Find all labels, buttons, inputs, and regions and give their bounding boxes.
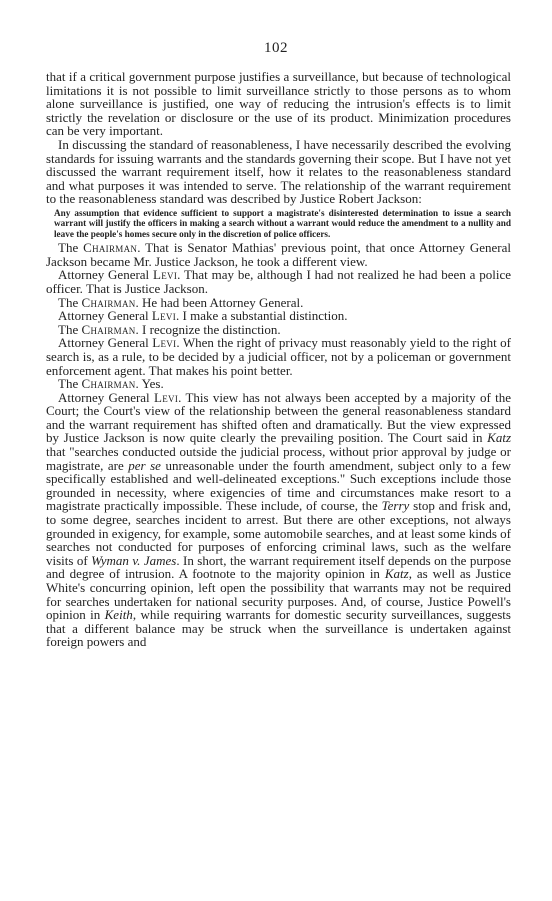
speaker-name: Levi [154,389,179,405]
case-name: Katz [384,566,409,582]
paragraph: that if a critical government purpose justifies a surveillance, but because of technological limitations it is not possible to limit surveillance strictly to those persons as to whom alone surveillance is justified, one way of reducing the intrusion's effects is to limit strictly the revelation or disclosure or the use of its product. Minimization procedures can be very important. [46,69,511,139]
case-name: Wyman v. James [91,552,177,568]
speaker-name: Chairman [81,321,136,337]
dialogue-line: Attorney General Levi. This view has not always been accepted by a majority of the Court; the Court's view of the relationship between the general reasonableness standard and the warrant requirement has shifted often and dramatically. But the view expressed by Justice Jackson is now quite clearly the prevailing position. The Court said in Katz that "searches conducted outside the judicial process, without prior approval by judge or magistrate, are per se unreasonable under the fourth amendment, subject only to a few specifically established and well-delineated exceptions." Such exceptions include those grounded in necessity, where exigencies of time and circumstances make resort to a magistrate practically impossible. These include, of course, the Terry stop and frisk and, to some degree, searches incident to arrest. But there are other exceptions, not always grounded in exigency, for example, some automobile searches, and at least some kinds of searches not conducted for purposes of enforcing criminal laws, such as the welfare visits of Wyman v. James. In short, the warrant requirement itself depends on the purpose and degree of intrusion. A footnote to the majority opinion in Katz, as well as Justice White's concurring opinion, left open the possibility that warrants may not be required for searches undertaken for national security purposes. And, of course, Justice Powell's opinion in Keith, while requiring warrants for domestic security surveillances, suggests that a different balance may be struck when the surveillance is undertaken against foreign powers and [46,389,512,650]
speaker-name: Chairman [83,240,138,256]
case-name: Keith [104,607,133,623]
paragraph: In discussing the standard of reasonableness, I have necessarily described the evolving standards for issuing warrants and the standards governing their scope. But I have not yet discussed the warrant requirement itself, how it relates to the reasonableness standard and what purposes it was intended to serve. The relationship of the warrant requirement to the reasonableness standard was described by Justice Robert Jackson: [46,136,511,207]
dialogue-line: The Chairman. That is Senator Mathias' previous point, that once Attorney General Jackson became Mr. Justice Jackson, he took a different view. [46,240,511,269]
speaker-name: Chairman [81,376,136,392]
speaker-name: Levi [152,335,177,351]
body-text [46,70,511,649]
latin-term: per se [128,457,161,473]
dialogue-line: Attorney General Levi. That may be, although I had not realized he had been a police officer. That is Justice Jackson. [46,267,511,296]
block-quote: Any assumption that evidence sufficient to support a magistrate's disinterested determination to issue a search warrant will justify the officers in making a search without a warrant would reduce the amendment to a nullity and leave the people's homes secure only in the discretion of police officers. [54,207,511,239]
speaker-name: Chairman [81,294,136,310]
dialogue-line: Attorney General Levi. When the right of privacy must reasonably yield to the right of search is, as a rule, to be decided by a judicial officer, not by a policeman or government enforcement agent. That makes his point better. [46,335,511,378]
case-name: Katz [487,430,511,446]
dialogue-line: The Chairman. He had been Attorney General. [58,294,304,310]
dialogue-line: Attorney General Levi. I make a substantial distinction. [58,308,348,324]
dialogue-line: The Chairman. Yes. [58,376,164,392]
speaker-name: Levi [153,267,178,283]
case-name: Terry [381,498,410,514]
dialogue-line: The Chairman. I recognize the distinction. [58,321,281,337]
page-number: 102 [264,40,288,56]
speaker-name: Levi [151,308,176,324]
